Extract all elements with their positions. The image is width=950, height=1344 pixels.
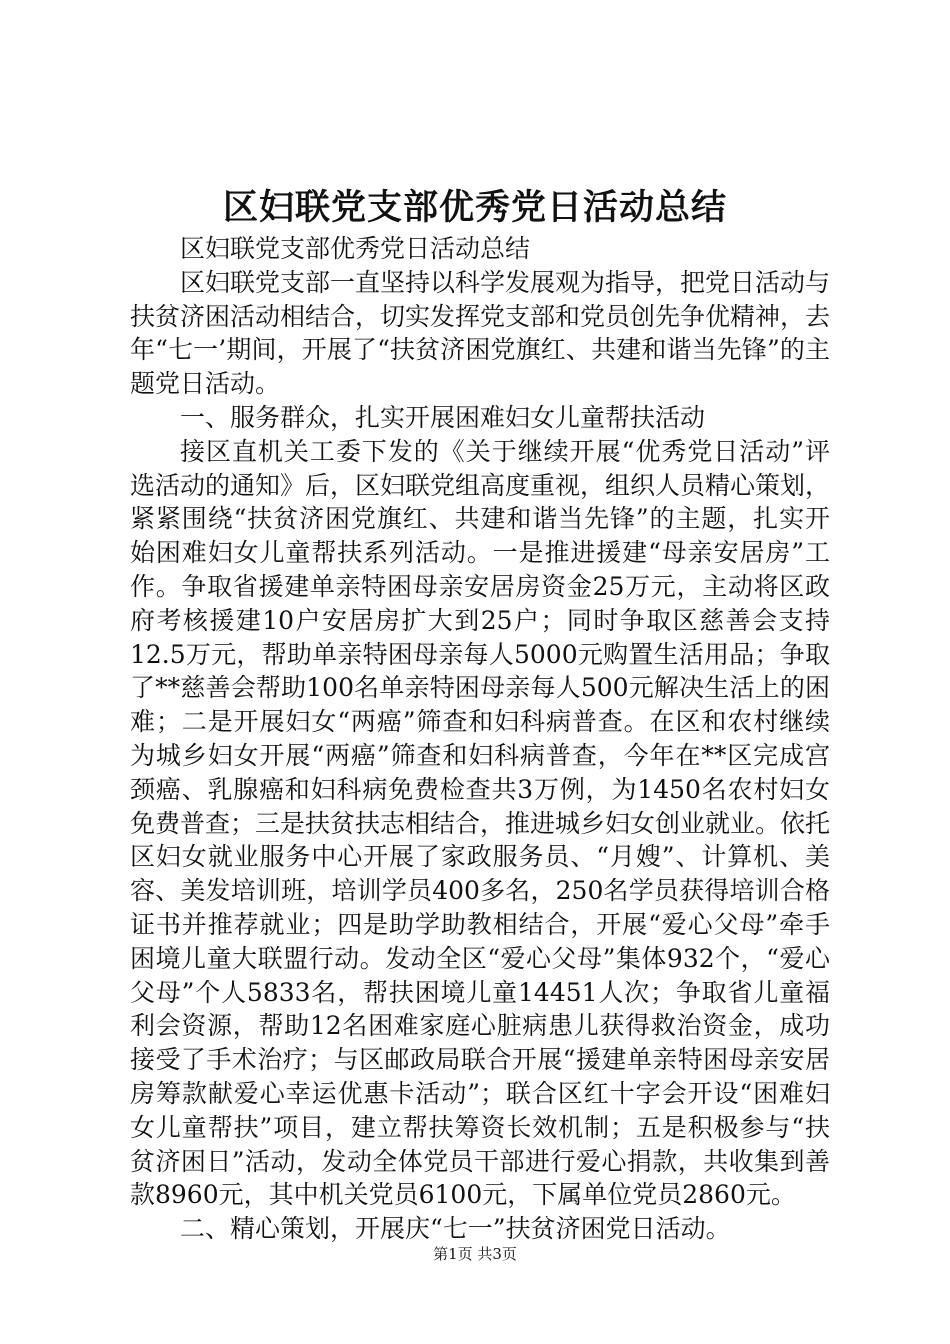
document-body bbox=[130, 232, 830, 1246]
document-title: 区妇联党支部优秀党日活动总结 bbox=[222, 187, 727, 228]
paragraph-subtitle: 区妇联党支部优秀党日活动总结 bbox=[180, 234, 531, 263]
paragraph-section-1-body: 接区直机关工委下发的《关于继续开展“优秀党日活动”评选活动的通知》后，区妇联党组高度重视，组织人员精心策划，紧紧围绕“扶贫济困党旗红、共建和谐当先锋”的主题，扎实开始困难妇女儿童帮扶系列活动。一是推进援建“母亲安居房”工作。争取省援建单亲特困母亲安居房资金25万元，主动将区政府考核援建10户安居房扩大到25户；同时争取区慈善会支持12.5万元，帮助单亲特困母亲每人5000元购置生活用品；争取了**慈善会帮助100名单亲特困母亲每人500元解决生活上的困难；二是开展妇女“两癌”筛查和妇科病普查。在区和农村继续为城乡妇女开展“两癌”筛查和妇科病普查，今年在**区完成宫颈癌、乳腺癌和妇科病免费检查共3万例，为1450名农村妇女免费普查；三是扶贫扶志相结合，推进城乡妇女创业就业。依托区妇女就业服务中心开展了家政服务员、“月嫂”、计算机、美容、美发培训班，培训学员400多名，250名学员获得培训合格证书并推荐就业；四是助学助教相结合，开展“爱心父母”牵手困境儿童大联盟行动。发动全区“爱心父母”集体932个，“爱心父母”个人5833名，帮扶困境儿童14451人次；争取省儿童福利会资源，帮助12名困难家庭心脏病患儿获得救治资金，成功接受了手术治疗；与区邮政局联合开展“援建单亲特困母亲安居房筹款献爱心幸运优惠卡活动”；联合区红十字会开设“困难妇女儿童帮扶”项目，建立帮扶筹资长效机制；五是积极参与“扶贫济困日”活动，发动全体党员干部进行爱心捐款，共收集到善款8960元，其中机关党员6100元，下属单位党员2860元。 bbox=[130, 436, 831, 1210]
page-footer: 第1页 共3页 bbox=[433, 1245, 517, 1263]
section-heading-1: 一、服务群众，扎实开展困难妇女儿童帮扶活动 bbox=[180, 402, 706, 432]
section-heading-2: 二、精心策划，开展庆“七一”扶贫济困党日活动。 bbox=[180, 1214, 731, 1244]
paragraph-intro: 区妇联党支部一直坚持以科学发展观为指导，把党日活动与扶贫济困活动相结合，切实发挥党支部和党员创先争优精神，去年“七一’期间，开展了“扶贫济困党旗红、共建和谐当先锋”的主题党日活动。 bbox=[130, 267, 831, 399]
